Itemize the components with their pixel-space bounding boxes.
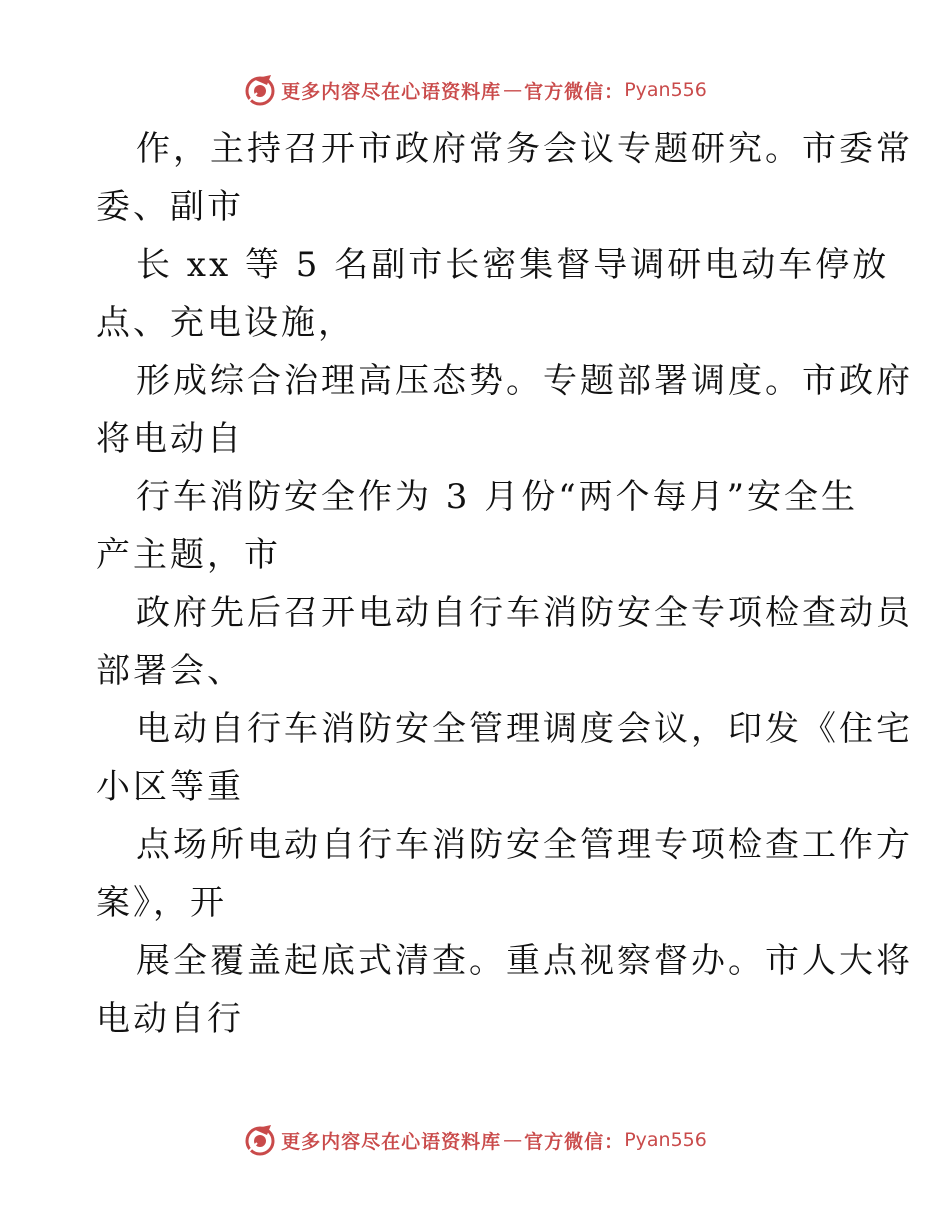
text-line: 行车消防安全作为 3 月份“两个每月”安全生 xyxy=(136,477,859,517)
banner-main-text: 更多内容尽在心语资料库 xyxy=(281,1130,502,1153)
text-line: 委、副市 xyxy=(96,187,244,227)
banner-separator: — xyxy=(503,1129,523,1151)
document-body xyxy=(96,120,913,1048)
text-line: 将电动自 xyxy=(96,419,244,459)
footer-banner xyxy=(0,1120,950,1160)
text-line: 案》，开 xyxy=(96,883,227,923)
text-line: 部署会、 xyxy=(96,651,244,691)
banner-wechat-label: 官方微信： xyxy=(524,1130,625,1153)
text-line: 政府先后召开电动自行车消防安全专项检查动员 xyxy=(136,593,913,633)
logo-icon xyxy=(243,73,277,107)
header-banner xyxy=(0,70,950,110)
text-line: 小区等重 xyxy=(96,767,244,807)
footer-banner-content xyxy=(243,1123,707,1157)
banner-wechat-id: Pyan556 xyxy=(624,79,707,101)
banner-main-text: 更多内容尽在心语资料库 xyxy=(281,80,502,103)
text-line: 电动自行车消防安全管理调度会议，印发《住宅 xyxy=(136,709,913,749)
logo-icon xyxy=(243,1123,277,1157)
banner-wechat-id: Pyan556 xyxy=(624,1129,707,1151)
text-line: 点场所电动自行车消防安全管理专项检查工作方 xyxy=(136,825,913,865)
banner-wechat-label: 官方微信： xyxy=(524,80,625,103)
banner-separator: — xyxy=(503,79,523,101)
text-line: 长 xx 等 5 名副市长密集督导调研电动车停放 xyxy=(136,245,890,285)
text-line: 作，主持召开市政府常务会议专题研究。市委常 xyxy=(136,129,913,169)
text-line: 点、充电设施， xyxy=(96,303,355,343)
header-banner-content xyxy=(243,73,707,107)
text-line: 形成综合治理高压态势。专题部署调度。市政府 xyxy=(136,361,913,401)
text-line: 展全覆盖起底式清查。重点视察督办。市人大将 xyxy=(136,941,913,981)
text-line: 产主题，市 xyxy=(96,535,281,575)
text-line: 电动自行 xyxy=(96,999,244,1039)
